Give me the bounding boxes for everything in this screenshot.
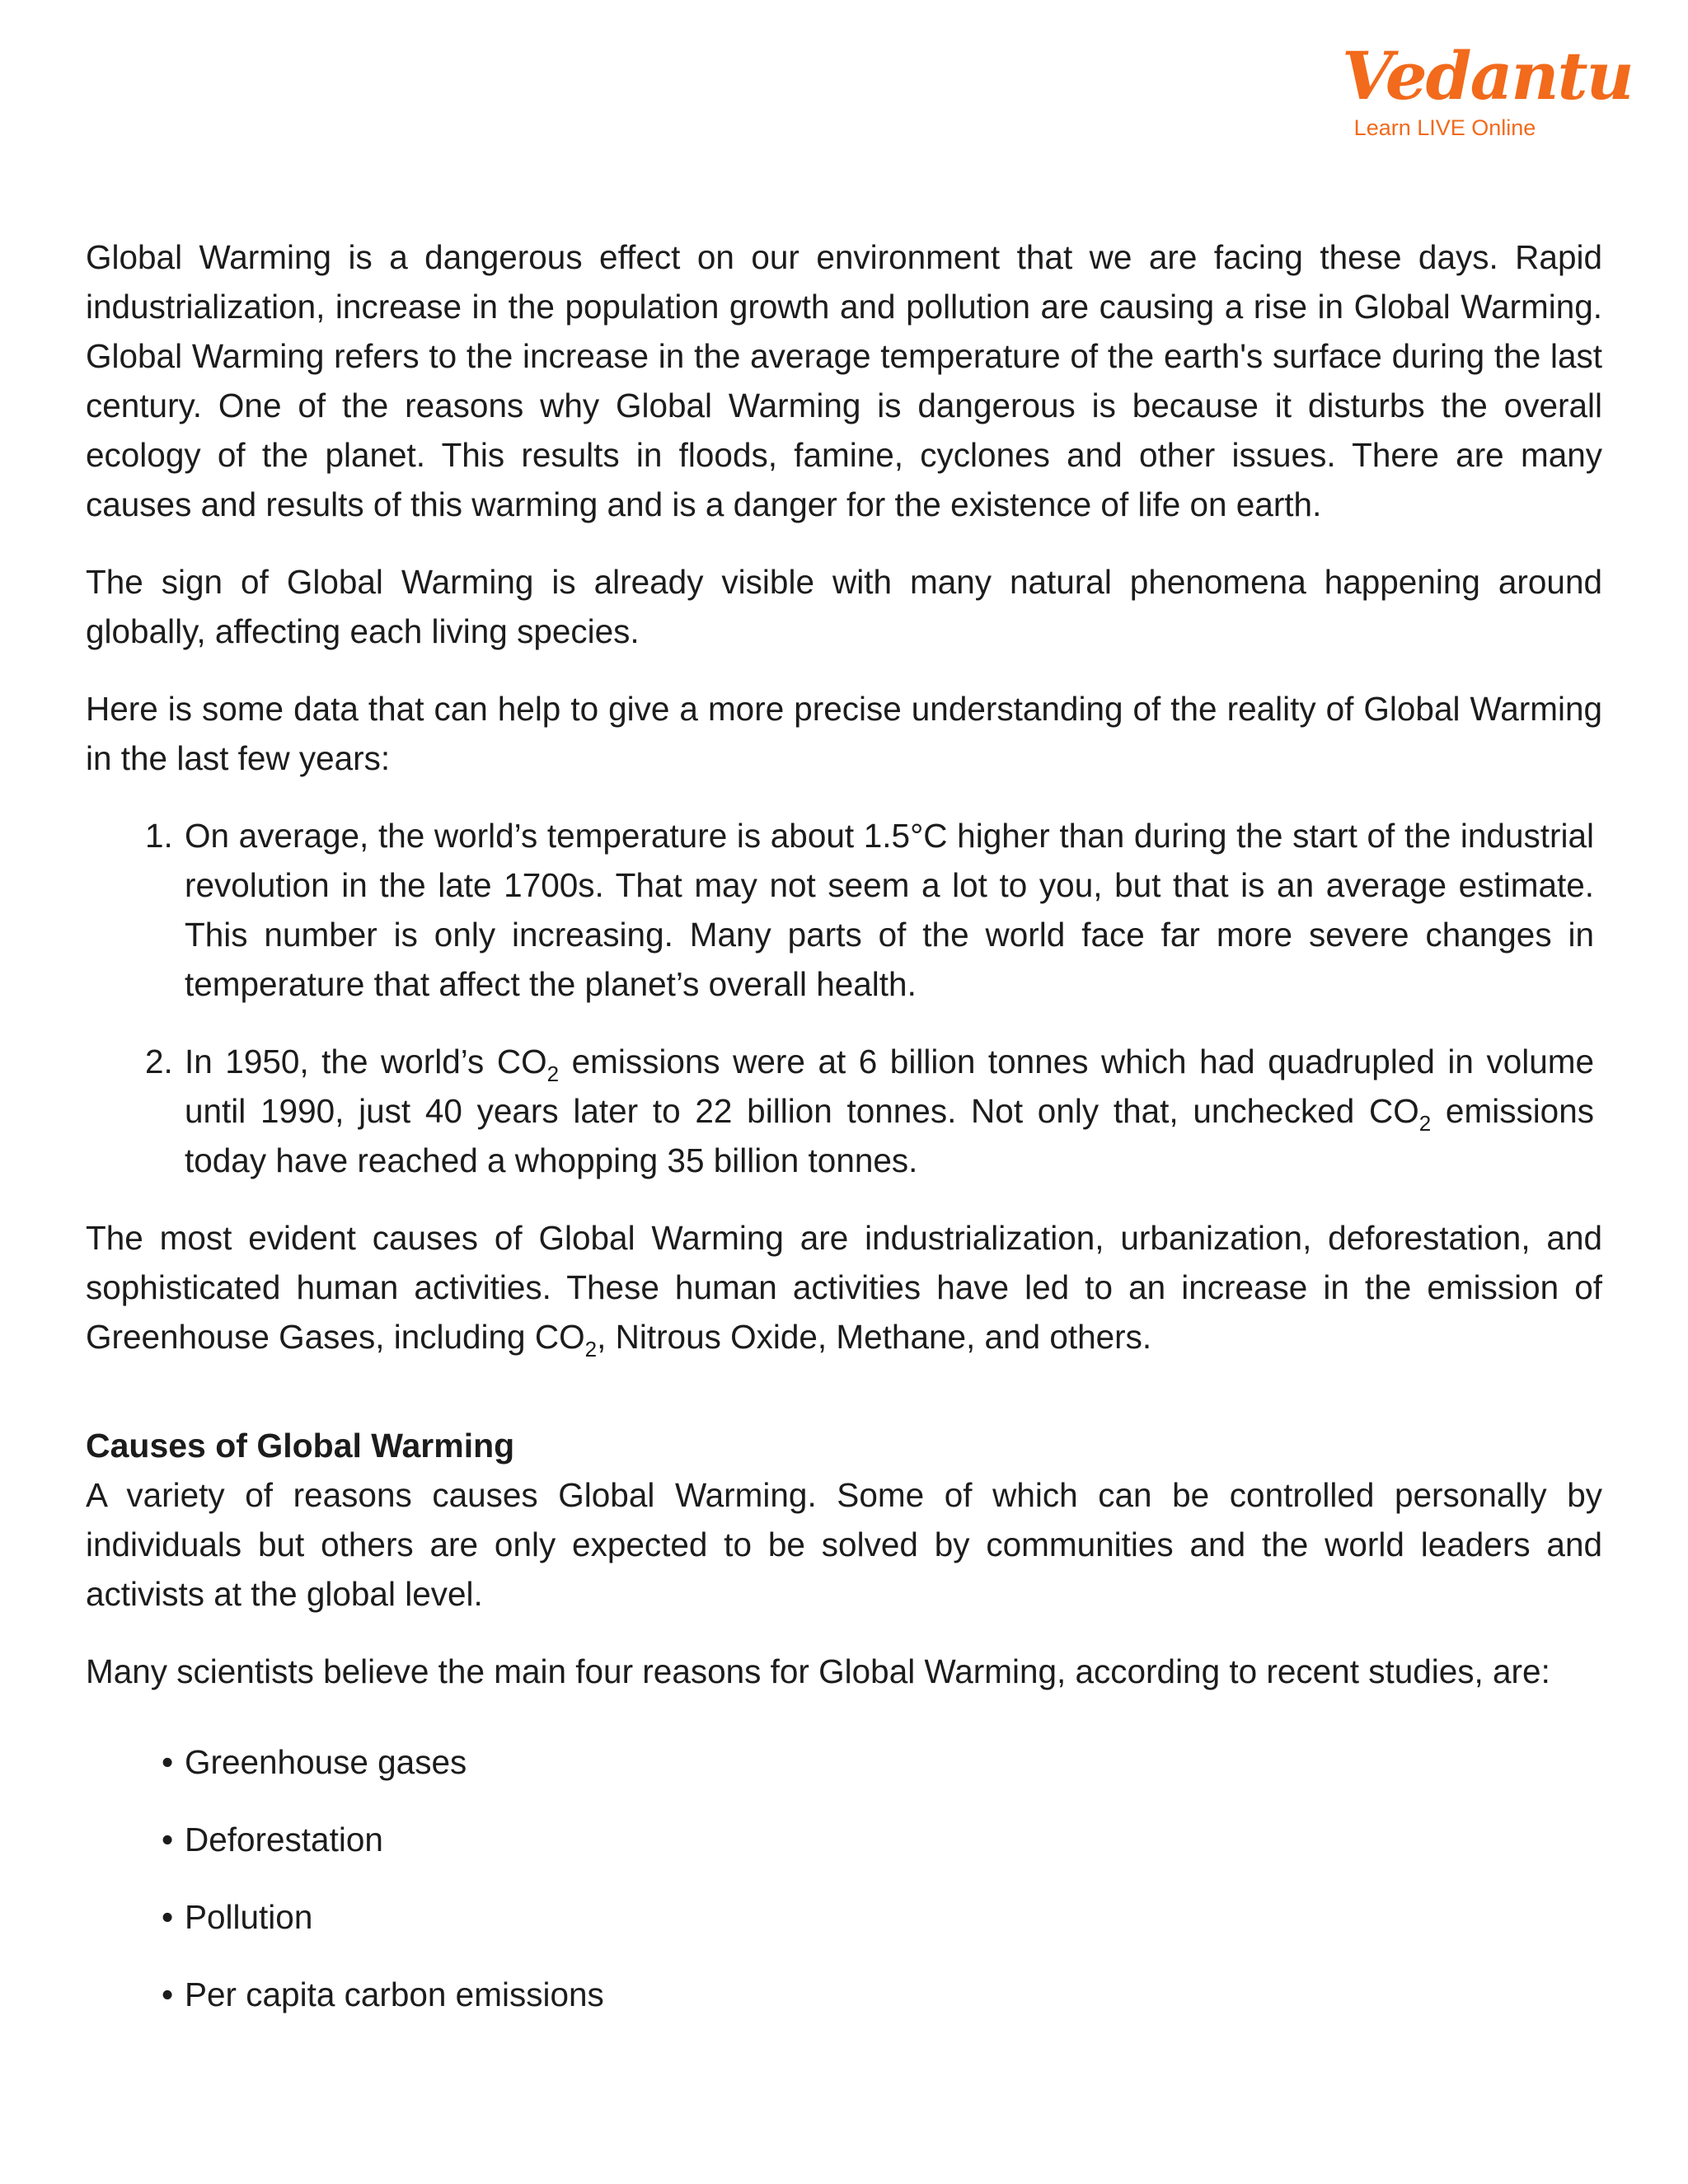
vedantu-logo bbox=[1342, 37, 1633, 141]
subscript: 2 bbox=[584, 1337, 598, 1361]
bullet-icon: • bbox=[162, 1975, 174, 2013]
bullet-icon: • bbox=[162, 1821, 174, 1858]
causes-paragraph bbox=[86, 1213, 1602, 1361]
list-item-text: Greenhouse gases bbox=[185, 1743, 467, 1781]
list-item-text: Pollution bbox=[185, 1898, 313, 1936]
paragraph-text: , Nitrous Oxide, Methane, and others. bbox=[597, 1318, 1152, 1356]
intro-paragraph-2: The sign of Global Warming is already visible with many natural phenomena happening around globally, affecting each living species. bbox=[86, 563, 1602, 650]
list-item bbox=[162, 1970, 1602, 2019]
list-item-text: On average, the world’s temperature is about 1.5°C higher than during the start of the industrial revolution in the late 1700s. That may not seem a lot to you, but that is an average estimate. This number is only increasing. Many parts of the world face far more severe changes in temperature that affect the planet’s overall health. bbox=[185, 817, 1594, 1003]
logo-wordmark: Vedantu bbox=[1342, 37, 1633, 115]
bullet-icon: • bbox=[162, 1743, 174, 1781]
document-body bbox=[86, 232, 1602, 2047]
list-item-text: Deforestation bbox=[185, 1821, 383, 1858]
list-item bbox=[162, 1892, 1602, 1942]
intro-paragraph-1: Global Warming is a dangerous effect on our environment that we are facing these days. Rapid industrialization, increase in the population growth and pollution are causing a rise in Global Warming. Global Warming refers to the increase in the average temperature of the earth's surface during the last century. One of the reasons why Global Warming is dangerous is because it disturbs the overall ecology of the planet. This results in floods, famine, cyclones and other issues. There are many causes and results of this warming and is a danger for the existence of life on earth. bbox=[86, 238, 1602, 523]
section-heading: Causes of Global Warming bbox=[86, 1427, 515, 1465]
list-item bbox=[162, 1737, 1602, 1787]
list-item-text: Per capita carbon emissions bbox=[185, 1975, 604, 2013]
subscript: 2 bbox=[1418, 1111, 1432, 1136]
list-item bbox=[145, 811, 1594, 1009]
bullet-icon: • bbox=[162, 1898, 174, 1936]
intro-paragraph-3: Here is some data that can help to give a more precise understanding of the reality of Global Warming in the last few years: bbox=[86, 690, 1602, 777]
list-item-text: emissions today have reached a whopping 35 billion tonnes. bbox=[185, 1092, 1594, 1179]
section-paragraph-2: Many scientists believe the main four reasons for Global Warming, according to recent studies, are: bbox=[86, 1652, 1550, 1690]
list-item-text: In 1950, the world’s CO bbox=[185, 1043, 547, 1080]
list-item bbox=[145, 1037, 1594, 1185]
reasons-list bbox=[86, 1737, 1602, 2019]
list-number: 2. bbox=[145, 1043, 173, 1080]
paragraph-text: The most evident causes of Global Warming are industrialization, urbanization, deforestation, and sophisticated human activities. These human activities have led to an increase in the emission of Greenhouse Gases, including CO bbox=[86, 1219, 1602, 1356]
list-item bbox=[162, 1815, 1602, 1864]
list-number: 1. bbox=[145, 817, 173, 855]
list-item-text: emissions were at 6 billion tonnes which had quadrupled in volume until 1990, just 40 years later to 22 billion tonnes. Not only that, unchecked CO bbox=[185, 1043, 1594, 1130]
facts-list bbox=[86, 811, 1594, 1185]
logo-tagline: Learn LIVE Online bbox=[1353, 115, 1536, 140]
section-paragraph-1: A variety of reasons causes Global Warming. Some of which can be controlled personally by individuals but others are only expected to be solved by communities and the world leaders and activists at the global level. bbox=[86, 1476, 1602, 1613]
subscript: 2 bbox=[546, 1062, 560, 1086]
